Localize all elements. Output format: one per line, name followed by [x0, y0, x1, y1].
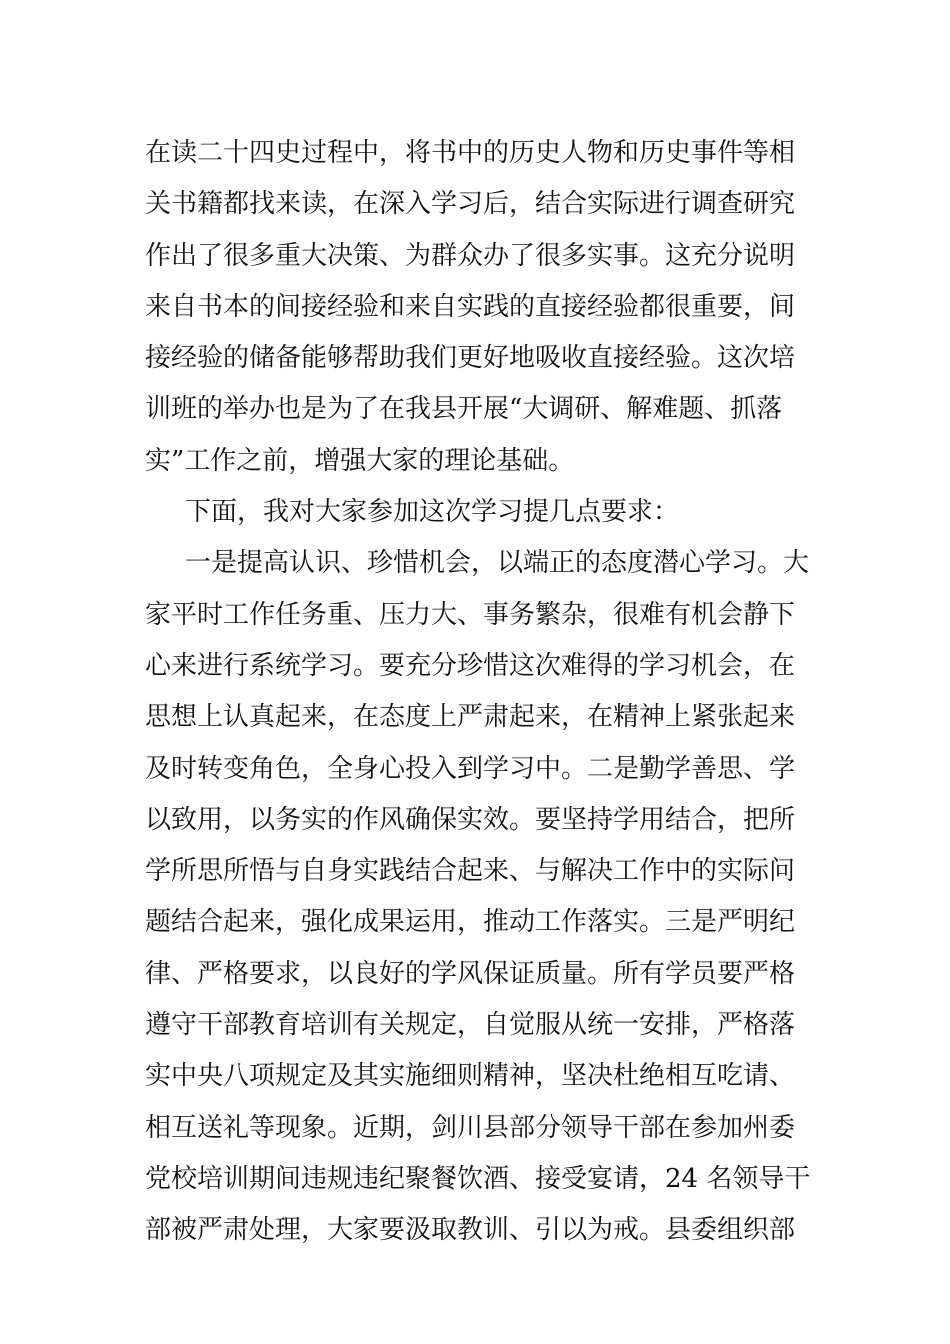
text-line: 律、严格要求，以良好的学风保证质量。所有学员要严格 [145, 958, 796, 989]
text-line: 训班的举办也是为了在我县开展“大调研、解难题、抓落 [145, 394, 783, 425]
text-line: 实”工作之前，增强大家的理论基础。 [145, 445, 575, 476]
text-line: 心来进行系统学习。要充分珍惜这次难得的学习机会，在 [145, 650, 796, 681]
text-line: 遵守干部教育培训有关规定，自觉服从统一安排，严格落 [145, 1010, 796, 1041]
text-line: 思想上认真起来，在态度上严肃起来，在精神上紧张起来 [145, 702, 796, 733]
text-line: 家平时工作任务重、压力大、事务繁杂，很难有机会静下 [145, 599, 796, 630]
text-line: 关书籍都找来读，在深入学习后，结合实际进行调查研究 [145, 189, 796, 220]
text-line: 党校培训期间违规违纪聚餐饮酒、接受宴请，24 名领导干 [145, 1163, 811, 1194]
text-line: 学所思所悟与自身实践结合起来、与解决工作中的实际问 [145, 856, 796, 887]
text-line: 在读二十四史过程中，将书中的历史人物和历史事件等相 [145, 138, 796, 168]
text-line: 部被严肃处理，大家要汲取教训、引以为戒。县委组织部 [145, 1215, 796, 1246]
text-line: 一是提高认识、珍惜机会，以端正的态度潜心学习。大 [185, 548, 810, 579]
text-line: 接经验的储备能够帮助我们更好地吸收直接经验。这次培 [145, 343, 796, 374]
document-body [145, 128, 825, 1257]
text-line: 及时转变角色，全身心投入到学习中。二是勤学善思、学 [145, 753, 796, 784]
text-line: 以致用，以务实的作风确保实效。要坚持学用结合，把所 [145, 804, 796, 835]
text-line: 来自书本的间接经验和来自实践的直接经验都很重要，间 [145, 291, 796, 322]
text-line: 题结合起来，强化成果运用，推动工作落实。三是严明纪 [145, 907, 796, 938]
text-line: 作出了很多重大决策、为群众办了很多实事。这充分说明 [145, 240, 796, 271]
text-line: 下面，我对大家参加这次学习提几点要求： [185, 497, 680, 528]
text-line: 实中央八项规定及其实施细则精神，坚决杜绝相互吃请、 [145, 1061, 796, 1092]
text-line: 相互送礼等现象。近期，剑川县部分领导干部在参加州委 [145, 1112, 796, 1143]
